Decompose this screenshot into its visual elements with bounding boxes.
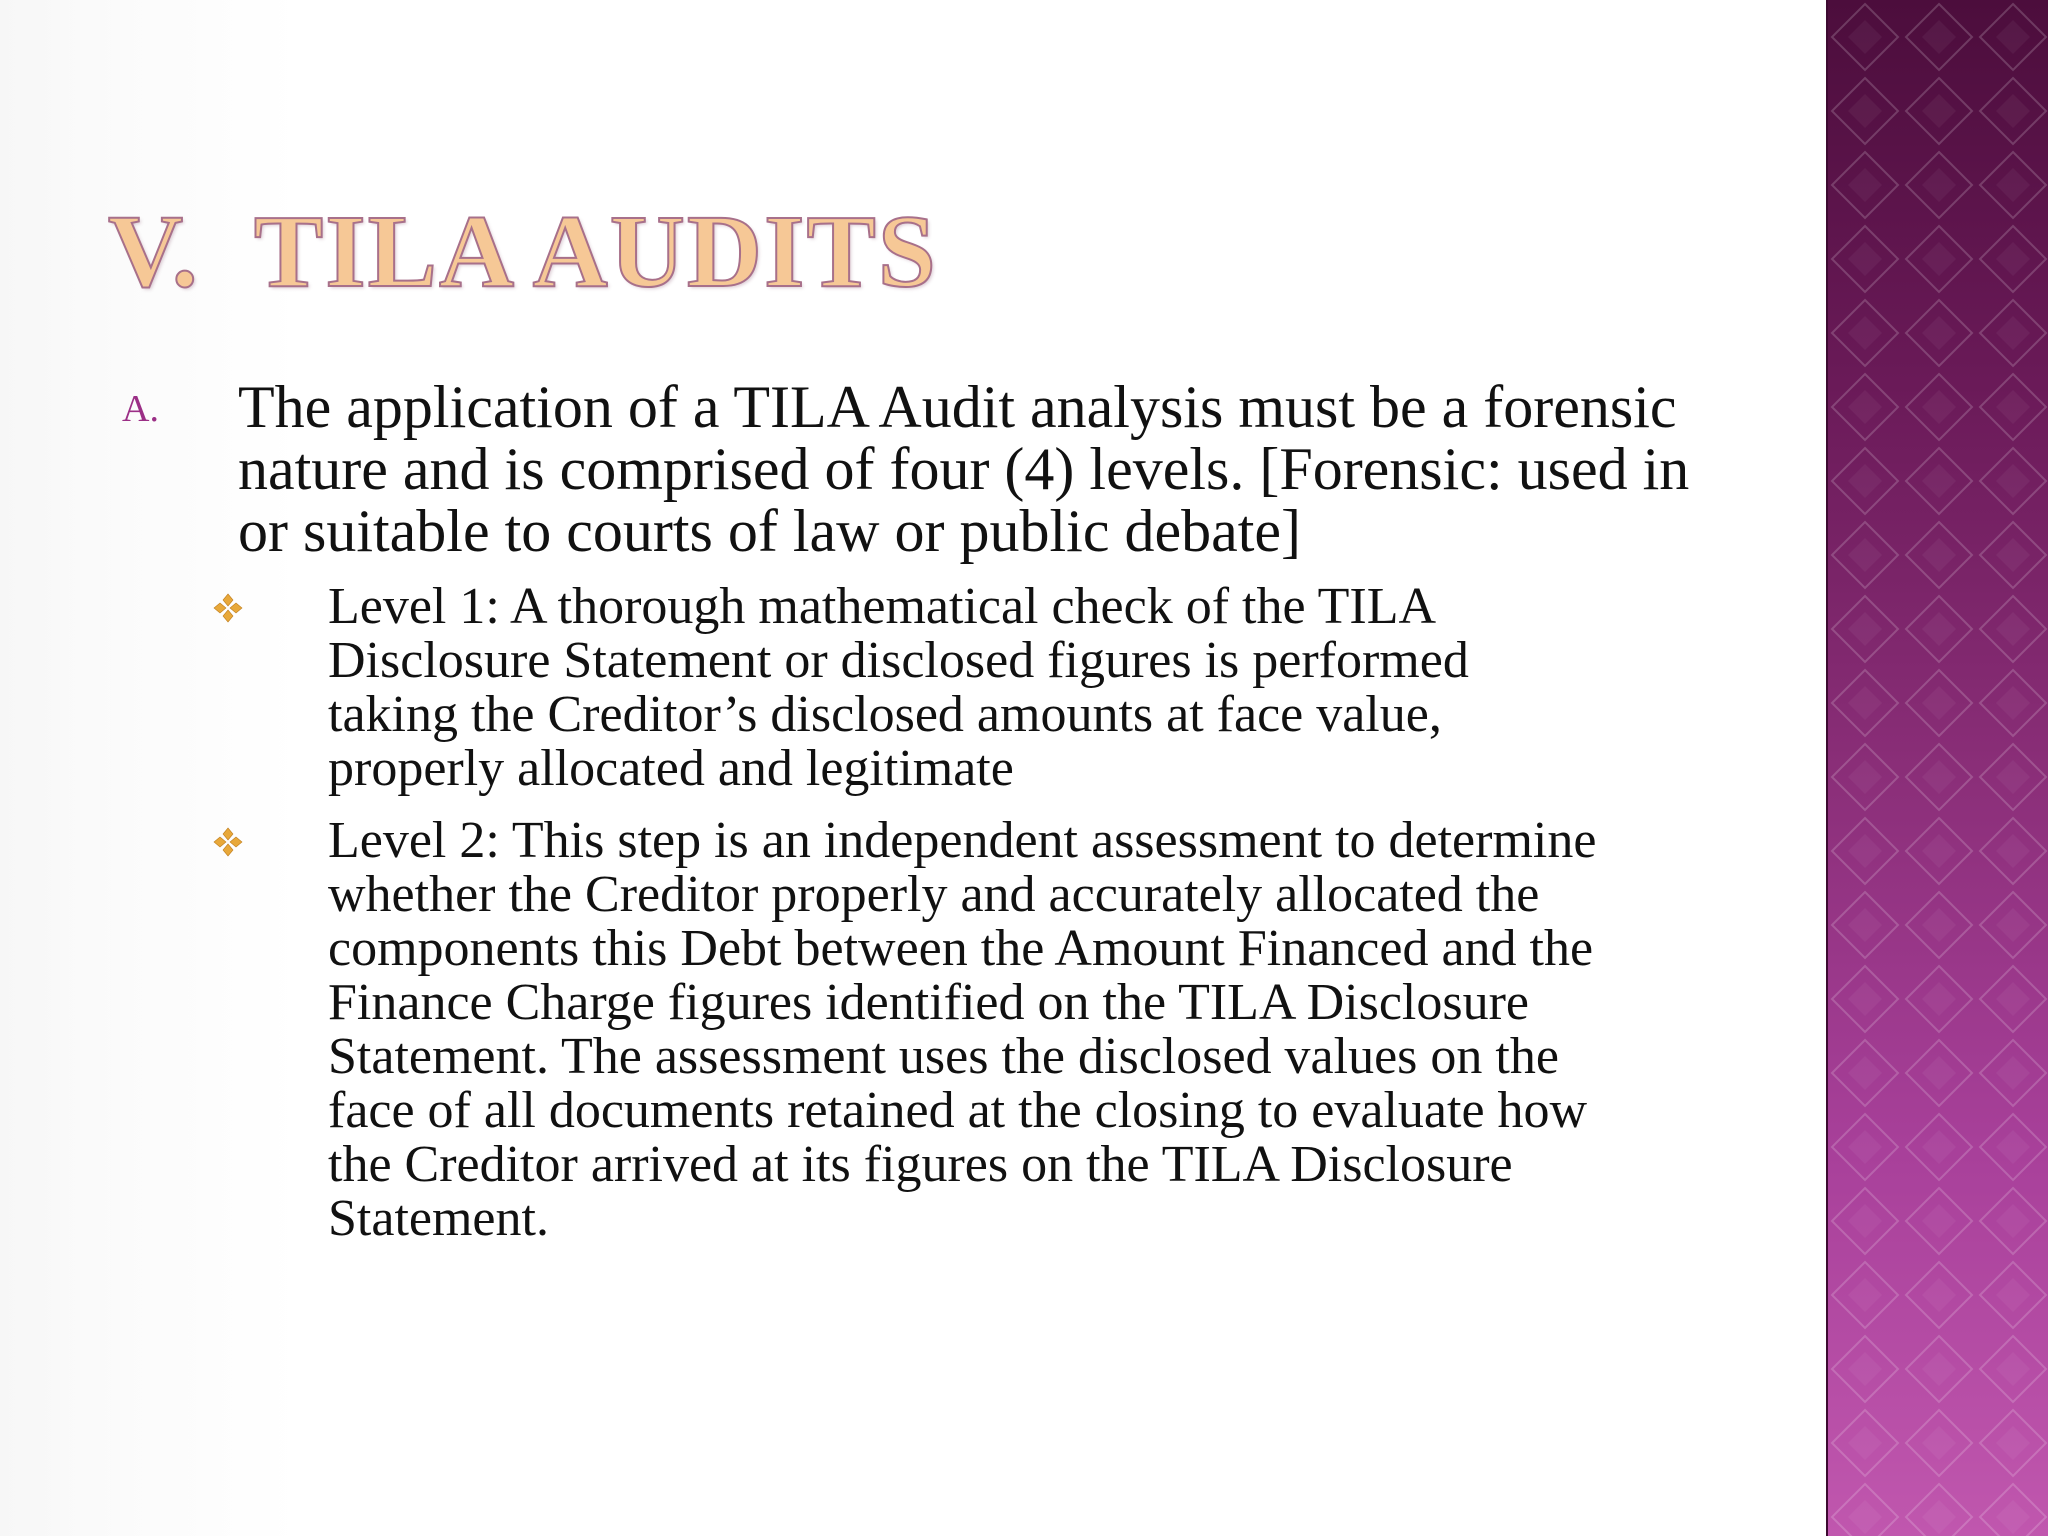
main-point-text: The application of a TILA Audit analysis must be a forensic nature and is comprised of four (4) levels. [Forensic: used in or suitable to courts of law or public debate] xyxy=(238,374,1690,564)
four-diamond-bullet-icon xyxy=(212,592,244,624)
list-marker: A. xyxy=(122,388,159,430)
sub-point-text: Level 1: A thorough mathematical check of the TILA Disclosure Statement or disclosed figures is performed taking the Creditor’s disclosed amounts at face value, properly allocated and legitimate xyxy=(328,578,1469,797)
sub-point-list xyxy=(118,580,1718,1246)
diamond-pattern xyxy=(1828,0,2048,1536)
four-diamond-bullet-icon xyxy=(212,826,244,858)
main-point xyxy=(118,376,1718,562)
sub-point-level-2 xyxy=(118,814,1598,1246)
slide-body xyxy=(118,376,1718,1264)
sub-point-level-1 xyxy=(118,580,1598,796)
decorative-sidebar xyxy=(1826,0,2048,1536)
slide-title: V. TILA AUDITS xyxy=(108,194,938,309)
sub-point-text: Level 2: This step is an independent assessment to determine whether the Creditor properly and accurately allocated the components this Debt between the Amount Financed and the Finance Charge figures identified on the TILA Disclosure Statement. The assessment uses the disclosed values on the face of all documents retained at the closing to evaluate how the Creditor arrived at its figures on the TILA Disclosure Statement. xyxy=(328,812,1597,1247)
